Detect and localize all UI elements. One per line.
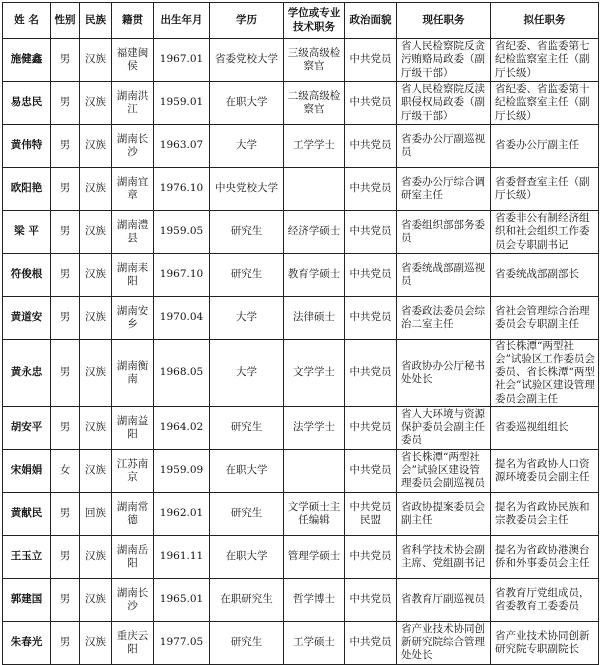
cell-gender: 男 bbox=[51, 492, 80, 535]
cell-current-position: 省委办公厅综合调研室主任 bbox=[397, 168, 491, 211]
cell-education: 大学 bbox=[210, 125, 284, 168]
cell-degree-title: 工学学士 bbox=[284, 125, 345, 168]
cell-proposed-position: 省委督查室主任（副厅长级） bbox=[491, 168, 599, 211]
cell-proposed-position: 省长株潭“两型社会”试验区工作委员会委员、省长株潭“两型社会”试验区建设管理委员会副主任 bbox=[491, 340, 599, 407]
cell-birth-date: 1965.01 bbox=[154, 578, 210, 621]
header-gender: 性别 bbox=[51, 3, 80, 39]
cell-name: 易忠民 bbox=[3, 82, 51, 125]
cell-political-status: 中共党员 bbox=[345, 297, 397, 340]
cell-degree-title bbox=[284, 168, 345, 211]
header-native-place: 籍贯 bbox=[112, 3, 154, 39]
cell-political-status: 中共党员民盟 bbox=[345, 492, 397, 535]
cell-gender: 男 bbox=[51, 406, 80, 449]
cell-proposed-position: 提名为省政协民族和宗教委员会主任 bbox=[491, 492, 599, 535]
cell-current-position: 省人民检察院反渎职侵权局政委（副厅级干部） bbox=[397, 82, 491, 125]
cell-ethnicity: 汉族 bbox=[80, 578, 112, 621]
header-education: 学历 bbox=[210, 3, 284, 39]
cell-name: 郭建国 bbox=[3, 578, 51, 621]
cell-ethnicity: 汉族 bbox=[80, 168, 112, 211]
cell-birth-date: 1963.07 bbox=[154, 125, 210, 168]
cell-native-place: 湖南岳阳 bbox=[112, 535, 154, 578]
cell-current-position: 省产业技术协同创新研究院综合管理处处长 bbox=[397, 621, 491, 664]
cell-native-place: 湖南常德 bbox=[112, 492, 154, 535]
cell-ethnicity: 汉族 bbox=[80, 449, 112, 492]
cell-gender: 男 bbox=[51, 621, 80, 664]
cell-name: 梁 平 bbox=[3, 211, 51, 254]
cell-gender: 男 bbox=[51, 39, 80, 82]
cell-proposed-position: 省纪委、省监委第十纪检监察室主任（副厅长级） bbox=[491, 82, 599, 125]
cell-native-place: 福建闽侯 bbox=[112, 39, 154, 82]
table-row bbox=[3, 297, 599, 340]
cell-native-place: 湖南洪江 bbox=[112, 82, 154, 125]
cell-education: 在职大学 bbox=[210, 449, 284, 492]
cell-birth-date: 1970.04 bbox=[154, 297, 210, 340]
cell-birth-date: 1959.09 bbox=[154, 449, 210, 492]
cell-political-status: 中共党员 bbox=[345, 211, 397, 254]
cell-degree-title bbox=[284, 449, 345, 492]
cell-education: 在职大学 bbox=[210, 82, 284, 125]
cell-native-place: 江苏南京 bbox=[112, 449, 154, 492]
cell-proposed-position: 省纪委、省监委第七纪检监察室主任（副厅长级） bbox=[491, 39, 599, 82]
header-birth-date: 出生年月 bbox=[154, 3, 210, 39]
cell-birth-date: 1968.05 bbox=[154, 340, 210, 407]
cell-degree-title: 三级高级检察官 bbox=[284, 39, 345, 82]
header-row bbox=[3, 3, 599, 39]
cell-proposed-position: 省产业技术协同创新研究院专职副院长 bbox=[491, 621, 599, 664]
cell-current-position: 省长株潭“两型社会”试验区建设管理委员会副巡视员 bbox=[397, 449, 491, 492]
cell-degree-title: 教育学硕士 bbox=[284, 254, 345, 297]
cell-proposed-position: 省委统战部副部长 bbox=[491, 254, 599, 297]
header-degree-title: 学位或专业技术职务 bbox=[284, 3, 345, 39]
cell-birth-date: 1961.11 bbox=[154, 535, 210, 578]
cell-education: 研究生 bbox=[210, 254, 284, 297]
cell-political-status: 中共党员 bbox=[345, 340, 397, 407]
cell-current-position: 省委政法委员会综治二室主任 bbox=[397, 297, 491, 340]
header-name: 姓 名 bbox=[3, 3, 51, 39]
header-ethnicity: 民族 bbox=[80, 3, 112, 39]
table-row bbox=[3, 578, 599, 621]
cell-name: 王玉立 bbox=[3, 535, 51, 578]
cell-degree-title: 管理学硕士 bbox=[284, 535, 345, 578]
cell-ethnicity: 汉族 bbox=[80, 535, 112, 578]
cell-current-position: 省人民检察院反贪污贿赂局政委（副厅级干部） bbox=[397, 39, 491, 82]
table-row bbox=[3, 82, 599, 125]
table-row bbox=[3, 535, 599, 578]
cell-birth-date: 1967.10 bbox=[154, 254, 210, 297]
cell-native-place: 重庆云阳 bbox=[112, 621, 154, 664]
cell-birth-date: 1962.01 bbox=[154, 492, 210, 535]
cell-birth-date: 1959.01 bbox=[154, 82, 210, 125]
cell-degree-title: 文学学士 bbox=[284, 340, 345, 407]
cell-degree-title: 工学硕士 bbox=[284, 621, 345, 664]
cell-political-status: 中共党员 bbox=[345, 168, 397, 211]
cell-education: 省委党校大学 bbox=[210, 39, 284, 82]
cell-gender: 男 bbox=[51, 211, 80, 254]
appointment-table bbox=[2, 2, 599, 665]
cell-education: 中央党校大学 bbox=[210, 168, 284, 211]
cell-political-status: 中共党员 bbox=[345, 406, 397, 449]
cell-gender: 男 bbox=[51, 535, 80, 578]
cell-political-status: 中共党员 bbox=[345, 39, 397, 82]
cell-current-position: 省政协提案委员会副主任 bbox=[397, 492, 491, 535]
cell-ethnicity: 汉族 bbox=[80, 621, 112, 664]
cell-gender: 男 bbox=[51, 82, 80, 125]
cell-ethnicity: 汉族 bbox=[80, 406, 112, 449]
cell-gender: 男 bbox=[51, 578, 80, 621]
cell-name: 宋娟娟 bbox=[3, 449, 51, 492]
cell-ethnicity: 汉族 bbox=[80, 297, 112, 340]
cell-proposed-position: 省教育厅党组成员，省委教育工委委员 bbox=[491, 578, 599, 621]
table-row bbox=[3, 406, 599, 449]
cell-political-status: 中共党员 bbox=[345, 82, 397, 125]
cell-birth-date: 1959.05 bbox=[154, 211, 210, 254]
table-row bbox=[3, 39, 599, 82]
cell-birth-date: 1976.10 bbox=[154, 168, 210, 211]
cell-proposed-position: 提名为省政协港澳台侨和外事委员会主任 bbox=[491, 535, 599, 578]
cell-gender: 男 bbox=[51, 168, 80, 211]
table-row bbox=[3, 211, 599, 254]
cell-political-status: 中共党员 bbox=[345, 535, 397, 578]
cell-political-status: 中共党员 bbox=[345, 254, 397, 297]
cell-current-position: 省政协办公厅秘书处处长 bbox=[397, 340, 491, 407]
cell-name: 朱春光 bbox=[3, 621, 51, 664]
cell-name: 黄永忠 bbox=[3, 340, 51, 407]
cell-name: 欧阳艳 bbox=[3, 168, 51, 211]
table-row bbox=[3, 125, 599, 168]
cell-gender: 男 bbox=[51, 297, 80, 340]
cell-degree-title: 二级高级检察官 bbox=[284, 82, 345, 125]
cell-name: 符俊根 bbox=[3, 254, 51, 297]
cell-name: 黄道安 bbox=[3, 297, 51, 340]
cell-gender: 男 bbox=[51, 340, 80, 407]
cell-ethnicity: 汉族 bbox=[80, 39, 112, 82]
cell-current-position: 省委组织部部务委员 bbox=[397, 211, 491, 254]
cell-name: 胡安平 bbox=[3, 406, 51, 449]
header-current-position: 现任职务 bbox=[397, 3, 491, 39]
cell-degree-title: 经济学硕士 bbox=[284, 211, 345, 254]
cell-degree-title: 法律硕士 bbox=[284, 297, 345, 340]
cell-ethnicity: 回族 bbox=[80, 492, 112, 535]
cell-current-position: 省科学技术协会副主席、党组副书记 bbox=[397, 535, 491, 578]
cell-proposed-position: 提名为省政协人口资源环境委员会副主任 bbox=[491, 449, 599, 492]
cell-proposed-position: 省委办公厅副主任 bbox=[491, 125, 599, 168]
cell-native-place: 湖南益阳 bbox=[112, 406, 154, 449]
cell-education: 研究生 bbox=[210, 211, 284, 254]
header-proposed-position: 拟任职务 bbox=[491, 3, 599, 39]
cell-ethnicity: 汉族 bbox=[80, 340, 112, 407]
cell-native-place: 湖南长沙 bbox=[112, 125, 154, 168]
cell-name: 黄伟特 bbox=[3, 125, 51, 168]
cell-native-place: 湖南衡南 bbox=[112, 340, 154, 407]
table-row bbox=[3, 449, 599, 492]
cell-proposed-position: 省社会管理综合治理委员会专职副主任 bbox=[491, 297, 599, 340]
cell-ethnicity: 汉族 bbox=[80, 254, 112, 297]
cell-proposed-position: 省委巡视组组长 bbox=[491, 406, 599, 449]
cell-degree-title: 法学学士 bbox=[284, 406, 345, 449]
table-row bbox=[3, 340, 599, 407]
cell-ethnicity: 汉族 bbox=[80, 82, 112, 125]
cell-name: 施健鑫 bbox=[3, 39, 51, 82]
table-row bbox=[3, 621, 599, 664]
cell-political-status: 中共党员 bbox=[345, 621, 397, 664]
cell-education: 研究生 bbox=[210, 621, 284, 664]
cell-education: 研究生 bbox=[210, 406, 284, 449]
cell-birth-date: 1967.01 bbox=[154, 39, 210, 82]
cell-birth-date: 1964.02 bbox=[154, 406, 210, 449]
cell-name: 黄献民 bbox=[3, 492, 51, 535]
cell-native-place: 湖南长沙 bbox=[112, 578, 154, 621]
cell-native-place: 湖南耒阳 bbox=[112, 254, 154, 297]
cell-political-status: 中共党员 bbox=[345, 449, 397, 492]
cell-political-status: 中共党员 bbox=[345, 578, 397, 621]
cell-education: 在职研究生 bbox=[210, 578, 284, 621]
cell-political-status: 中共党员 bbox=[345, 125, 397, 168]
cell-native-place: 湖南宜章 bbox=[112, 168, 154, 211]
cell-current-position: 省教育厅副巡视员 bbox=[397, 578, 491, 621]
cell-birth-date: 1977.05 bbox=[154, 621, 210, 664]
cell-degree-title: 哲学博士 bbox=[284, 578, 345, 621]
cell-native-place: 湖南安乡 bbox=[112, 297, 154, 340]
cell-native-place: 湖南澧县 bbox=[112, 211, 154, 254]
cell-gender: 男 bbox=[51, 254, 80, 297]
cell-gender: 女 bbox=[51, 449, 80, 492]
cell-gender: 男 bbox=[51, 125, 80, 168]
cell-education: 在职大学 bbox=[210, 535, 284, 578]
cell-ethnicity: 汉族 bbox=[80, 211, 112, 254]
table-row bbox=[3, 254, 599, 297]
header-political-status: 政治面貌 bbox=[345, 3, 397, 39]
cell-current-position: 省委统战部副巡视员 bbox=[397, 254, 491, 297]
cell-education: 研究生 bbox=[210, 492, 284, 535]
cell-proposed-position: 省委非公有制经济组织和社会组织工作委员会专职副书记 bbox=[491, 211, 599, 254]
table-row bbox=[3, 168, 599, 211]
cell-education: 大学 bbox=[210, 340, 284, 407]
table-row bbox=[3, 492, 599, 535]
cell-current-position: 省委办公厅副巡视员 bbox=[397, 125, 491, 168]
cell-education: 大学 bbox=[210, 297, 284, 340]
cell-ethnicity: 汉族 bbox=[80, 125, 112, 168]
cell-current-position: 省人大环境与资源保护委员会副主任委员 bbox=[397, 406, 491, 449]
cell-degree-title: 文学硕士主任编辑 bbox=[284, 492, 345, 535]
